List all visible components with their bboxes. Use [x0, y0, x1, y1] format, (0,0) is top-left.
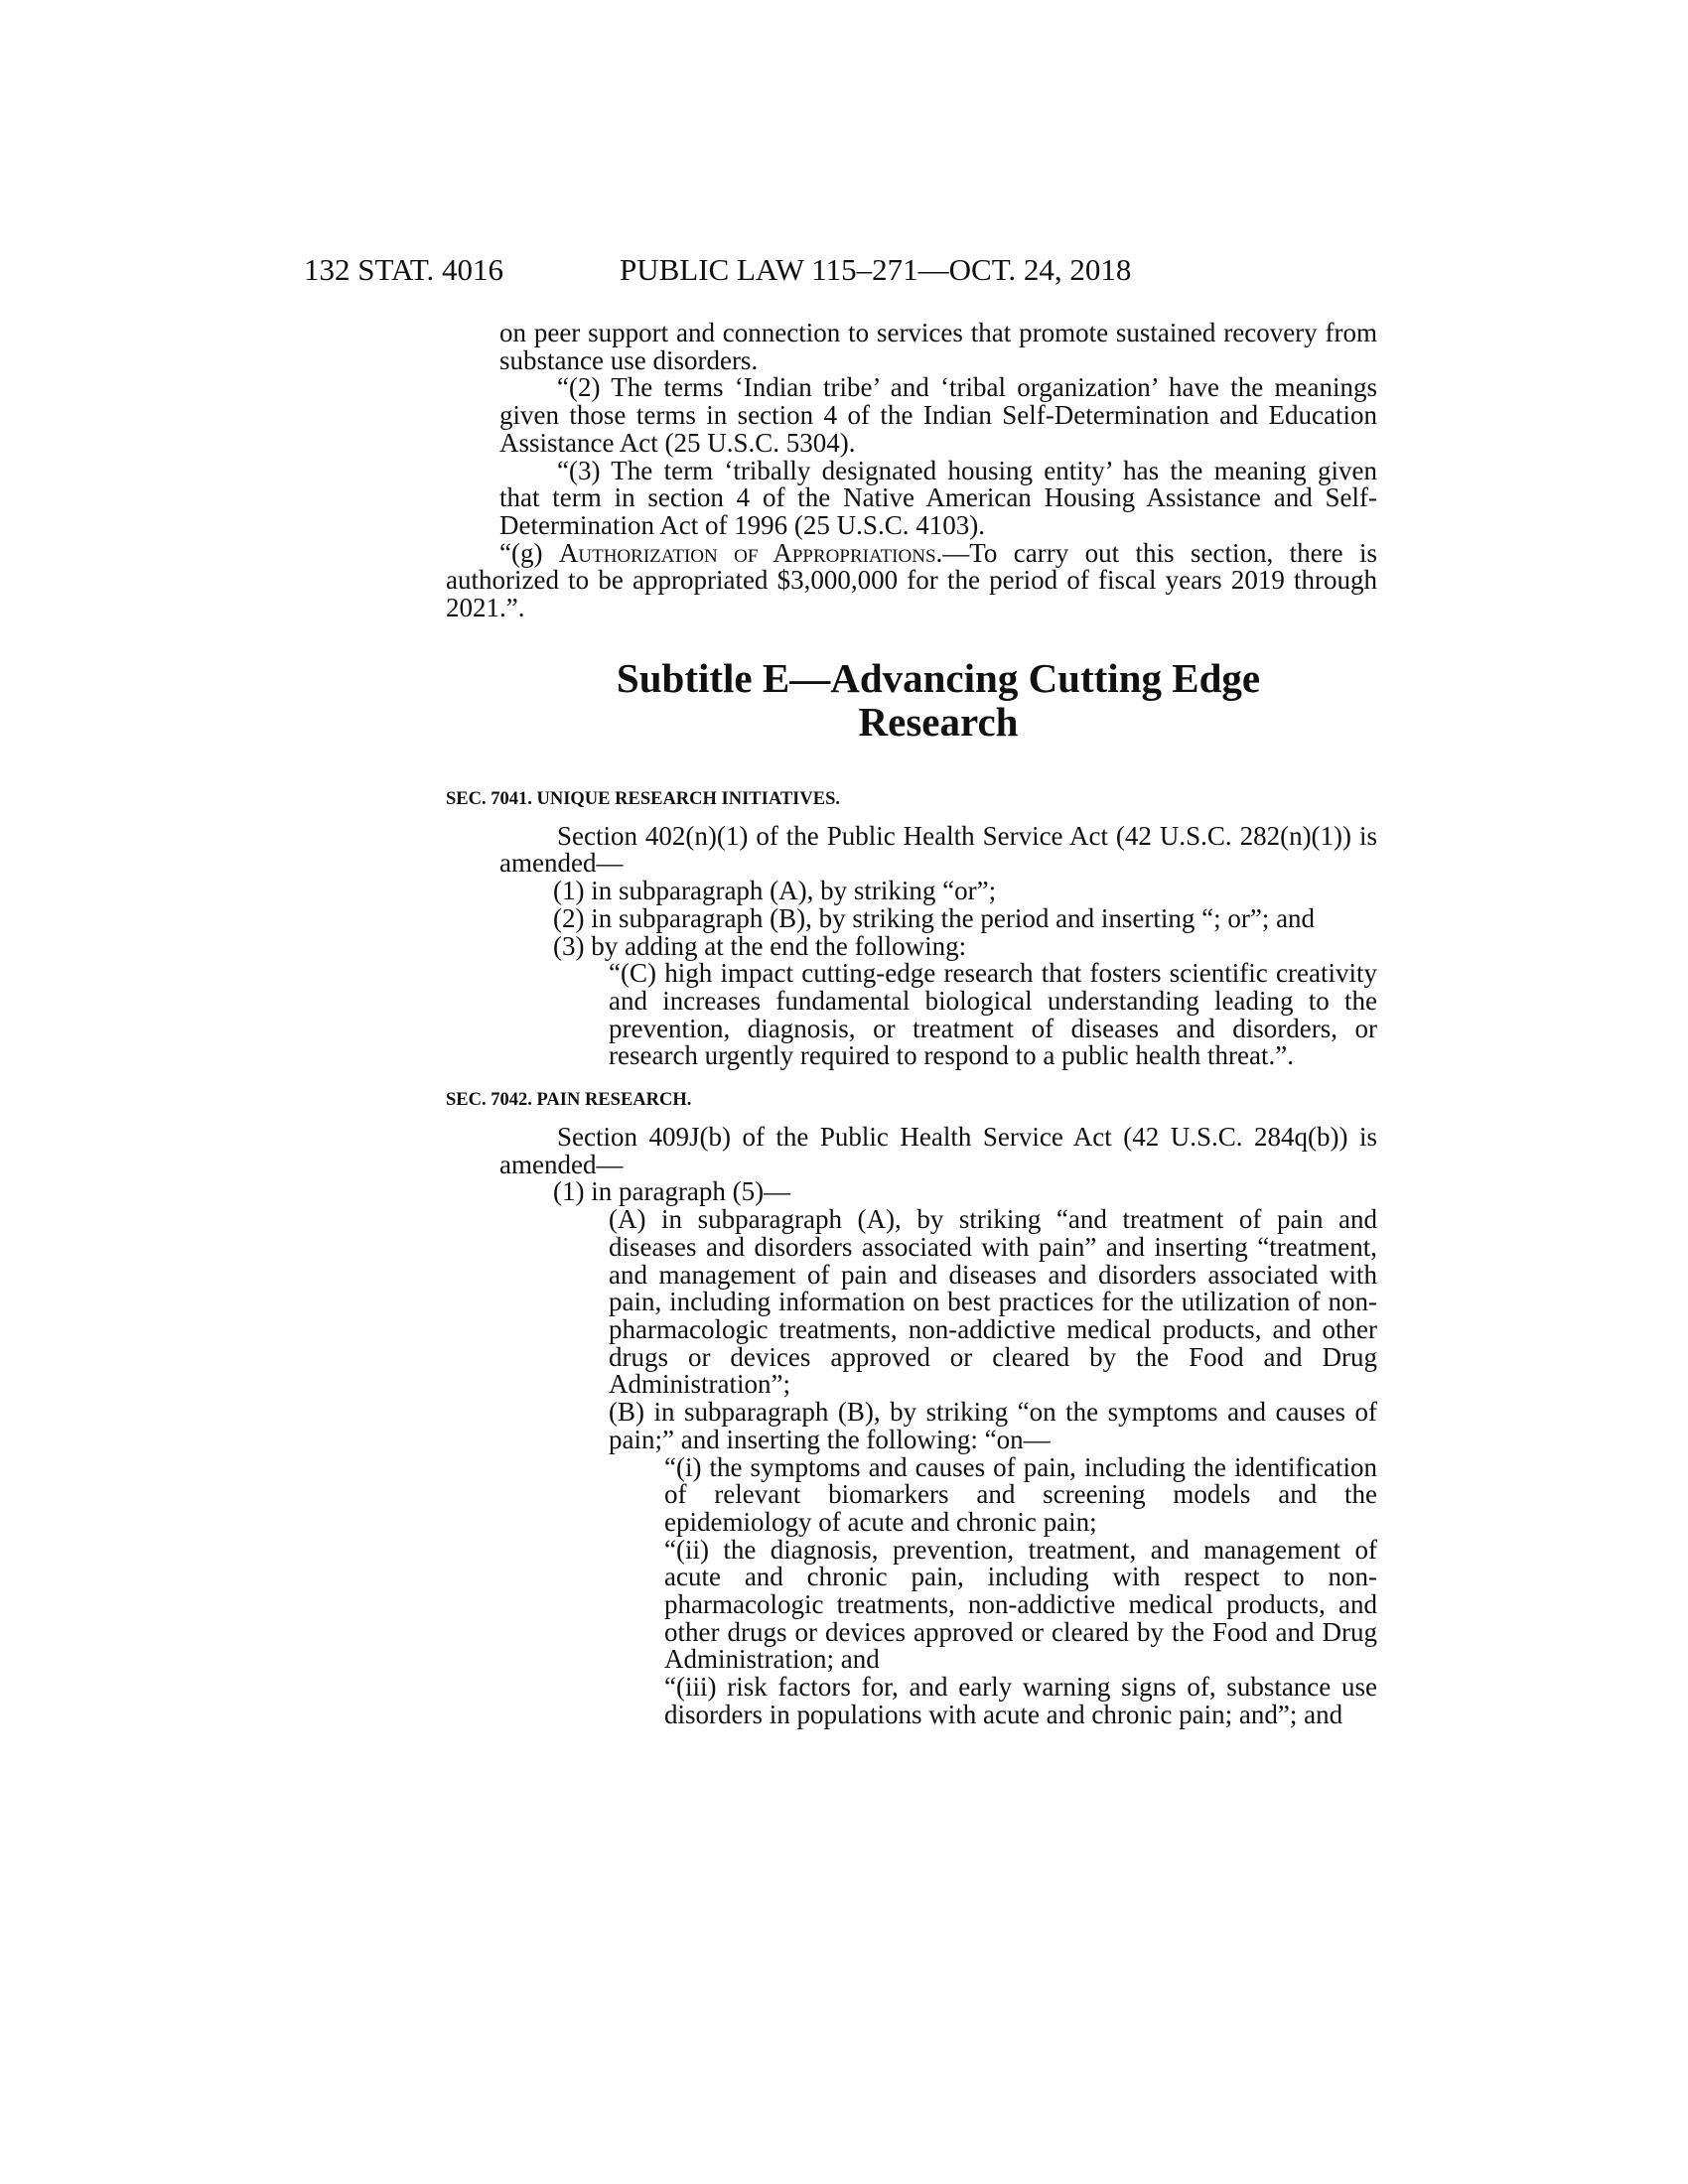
section-7042-clause-iii: “(iii) risk factors for, and early warning signs of, substance use disorders in populations with acute and chronic pain; and”; and	[664, 1672, 1377, 1729]
definition-paragraph-3: “(3) The term ‘tribally designated housing entity’ has the meaning given that term in section 4 of the Native American Housing Assistance and Self-Determination Act of 1996 (25 U.S.C. 4103).	[499, 455, 1377, 540]
section-7041-quoted-text: “(C) high impact cutting-edge research that fosters scientific creativity and increases fundamental biological understanding leading to the prevention, diagnosis, or treatment of diseases and disorders, or research urgently required to respond to a public health threat.”.	[609, 958, 1377, 1071]
section-7041-item-2: (2) in subparagraph (B), by striking the period and inserting “; or”; and	[553, 902, 1316, 933]
public-law-citation: PUBLIC LAW 115–271—OCT. 24, 2018	[620, 252, 1132, 287]
subtitle-line-1: Subtitle E—Advancing Cutting Edge	[616, 654, 1261, 701]
section-7041-item-1: (1) in subparagraph (A), by striking “or”;	[553, 876, 997, 906]
section-7042-intro: Section 409J(b) of the Public Health Service Act (42 U.S.C. 284q(b)) is amended—	[499, 1122, 1377, 1179]
section-7041-heading: SEC. 7041. UNIQUE RESEARCH INITIATIVES.	[446, 788, 840, 809]
section-7042-item-A: (A) in subparagraph (A), by striking “and treatment of pain and diseases and disorders associated with pain” and inserting “treatment, and management of pain and diseases and disorders associated with pain, including information on best practices for the utilization of non-pharmacologic treatments, non-addictive medical products, and other drugs or devices approved or cleared by the Food and Drug Administration”;	[609, 1204, 1377, 1400]
section-7042-item-B: (B) in subparagraph (B), by striking “on the symptoms and causes of pain;” and inserting the following: “on—	[609, 1397, 1377, 1454]
stat-page-number: 132 STAT. 4016	[304, 252, 504, 287]
definition-paragraph-2: “(2) The terms ‘Indian tribe’ and ‘tribal organization’ have the meanings given those terms in section 4 of the Indian Self-Determination and Education Assistance Act (25 U.S.C. 5304).	[499, 372, 1377, 458]
authorization-heading: Authorization of Appropriations	[558, 537, 936, 568]
subtitle-heading	[499, 656, 1377, 744]
authorization-text: .—To carry out this section, there is authorized to be appropriated $3,000,000 for the period of fiscal years 2019 through 2021.”.	[446, 537, 1377, 623]
subtitle-line-2: Research	[858, 698, 1019, 745]
section-7041-intro: Section 402(n)(1) of the Public Health Service Act (42 U.S.C. 282(n)(1)) is amended—	[499, 820, 1377, 879]
page-header	[304, 250, 1376, 290]
page-body	[446, 318, 1377, 1729]
section-7042-heading: SEC. 7042. PAIN RESEARCH.	[446, 1090, 692, 1111]
authorization-paragraph	[446, 537, 1377, 623]
authorization-lead: “(g)	[499, 537, 559, 568]
section-7041-item-3: (3) by adding at the end the following:	[553, 930, 967, 961]
continued-paragraph: on peer support and connection to services that promote sustained recovery from substance use disorders.	[499, 318, 1377, 375]
section-7042-clause-ii: “(ii) the diagnosis, prevention, treatment, and management of acute and chronic pain, including with respect to non-pharmacologic treatments, non-addictive medical products, and other drugs or devices approved or cleared by the Food and Drug Administration; and	[664, 1534, 1377, 1675]
section-7042-item-1: (1) in paragraph (5)—	[553, 1176, 791, 1207]
section-7042-clause-i: “(i) the symptoms and causes of pain, including the identification of relevant biomarkers and screening models and the epidemiology of acute and chronic pain;	[664, 1451, 1377, 1537]
